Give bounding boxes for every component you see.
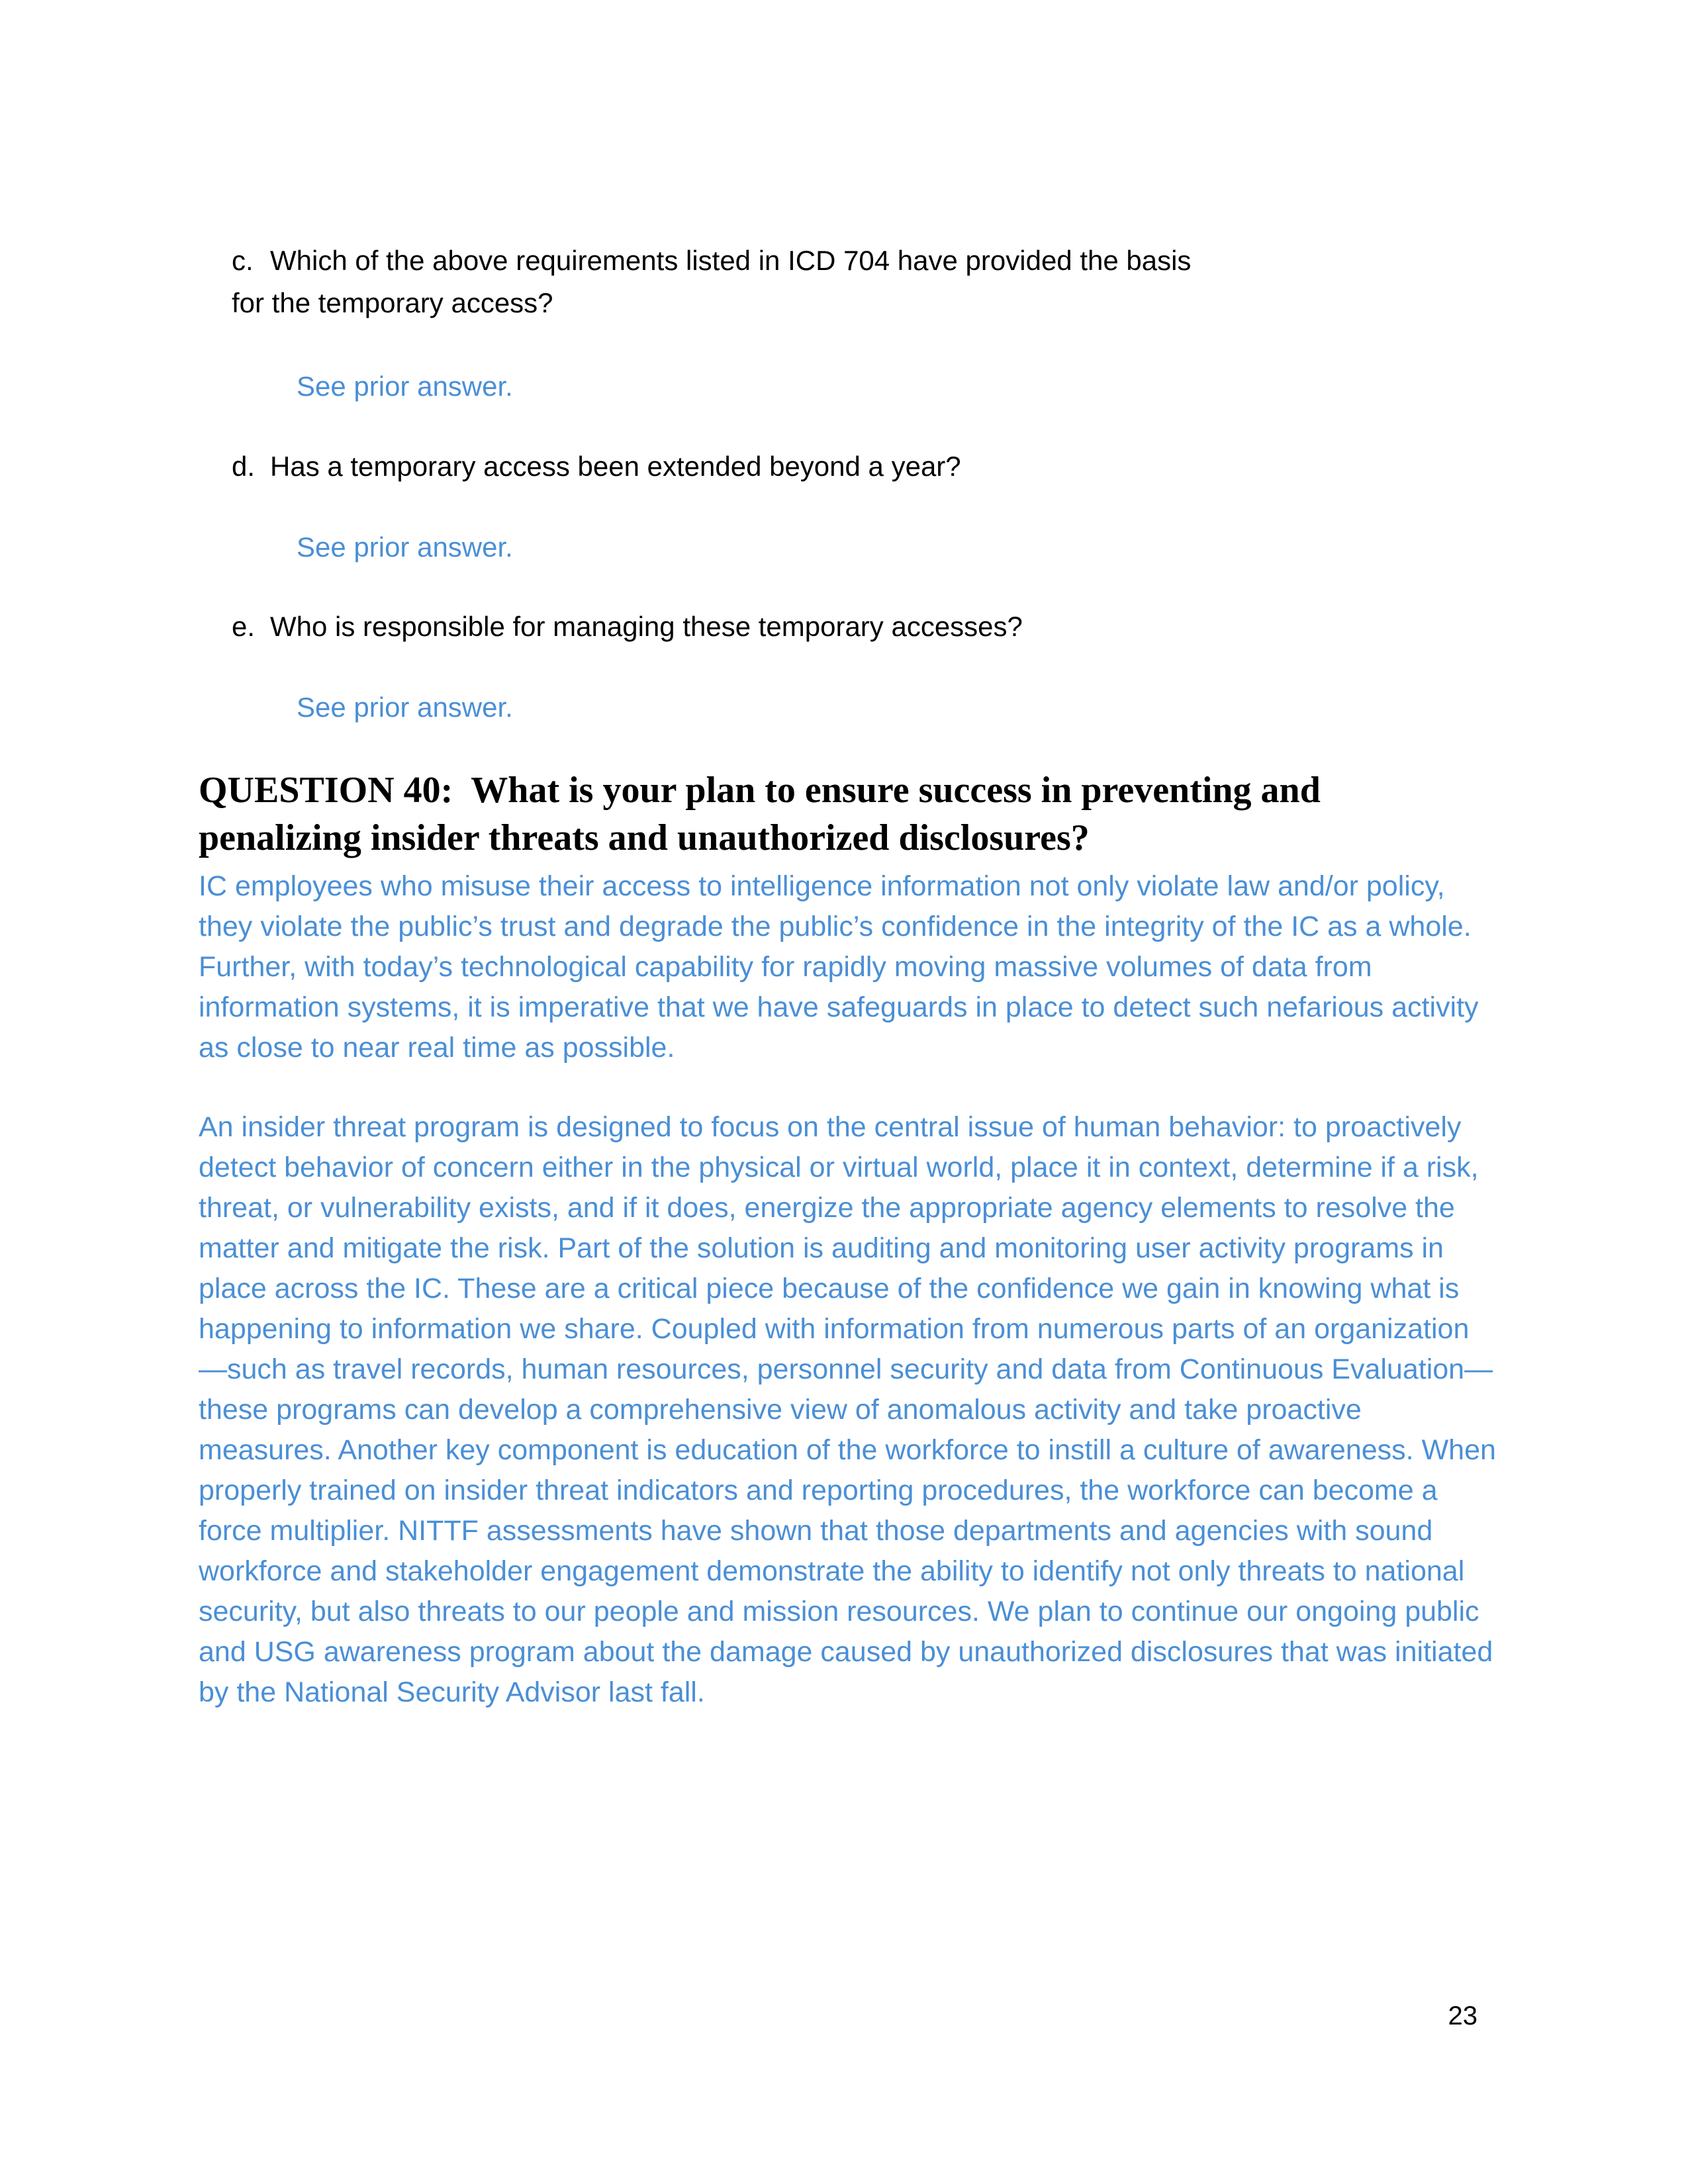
subquestion-c [232, 240, 1225, 324]
subquestion-letter: c. [232, 245, 254, 276]
question-label: QUESTION 40: [199, 770, 453, 811]
question-heading [199, 766, 1489, 862]
page-number: 23 [1448, 2001, 1477, 2030]
subquestion-text: Who is responsible for managing these temporary accesses? [270, 611, 1023, 642]
subquestion-text: Which of the above requirements listed in ICD 704 have provided the basis for the temporary access? [232, 245, 1192, 318]
subquestion-d [232, 445, 1225, 488]
subquestion-e [232, 606, 1225, 648]
subquestion-letter: e. [232, 611, 256, 642]
answer-paragraph-2: An insider threat program is designed to focus on the central issue of human behavior: to proactively detect behavior of concern either in the physical or virtual world, place it in context, determine if a risk, threat, or vulnerability exists, and if it does, energize the appropriate agency elements to resolve the matter and mitigate the risk. Part of the solution is auditing and monitoring user activity programs in place across the IC. These are a critical piece because of the confidence we gain in knowing what is happening to information we share. Coupled with information from numerous parts of an organization—such as travel records, human resources, personnel security and data from Continuous Evaluation—these programs can develop a comprehensive view of anomalous activity and take proactive measures. Another key component is education of the workforce to instill a culture of awareness. When properly trained on insider threat indicators and reporting procedures, the workforce can become a force multiplier. NITTF assessments have shown that those departments and agencies with sound workforce and stakeholder engagement demonstrate the ability to identify not only threats to national security, but also threats to our people and mission resources. We plan to continue our ongoing public and USG awareness program about the damage caused by unauthorized disclosures that was initiated by the National Security Advisor last fall. [199, 1111, 1496, 1708]
subquestion-e-answer: See prior answer. [297, 692, 513, 723]
subquestion-d-answer: See prior answer. [297, 531, 513, 563]
subquestion-letter: d. [232, 451, 256, 482]
subquestion-text: Has a temporary access been extended beyond a year? [270, 451, 961, 482]
subquestion-c-answer: See prior answer. [297, 371, 513, 402]
question-text: What is your plan to ensure success in preventing and penalizing insider threats and unauthorized disclosures? [199, 770, 1321, 858]
answer-paragraph-1: IC employees who misuse their access to intelligence information not only violate law and/or policy, they violate the public’s trust and degrade the public’s confidence in the integrity of the IC as a whole. Further, with today’s technological capability for rapidly moving massive volumes of data from information systems, it is imperative that we have safeguards in place to detect such nefarious activity as close to near real time as possible. [199, 870, 1479, 1064]
